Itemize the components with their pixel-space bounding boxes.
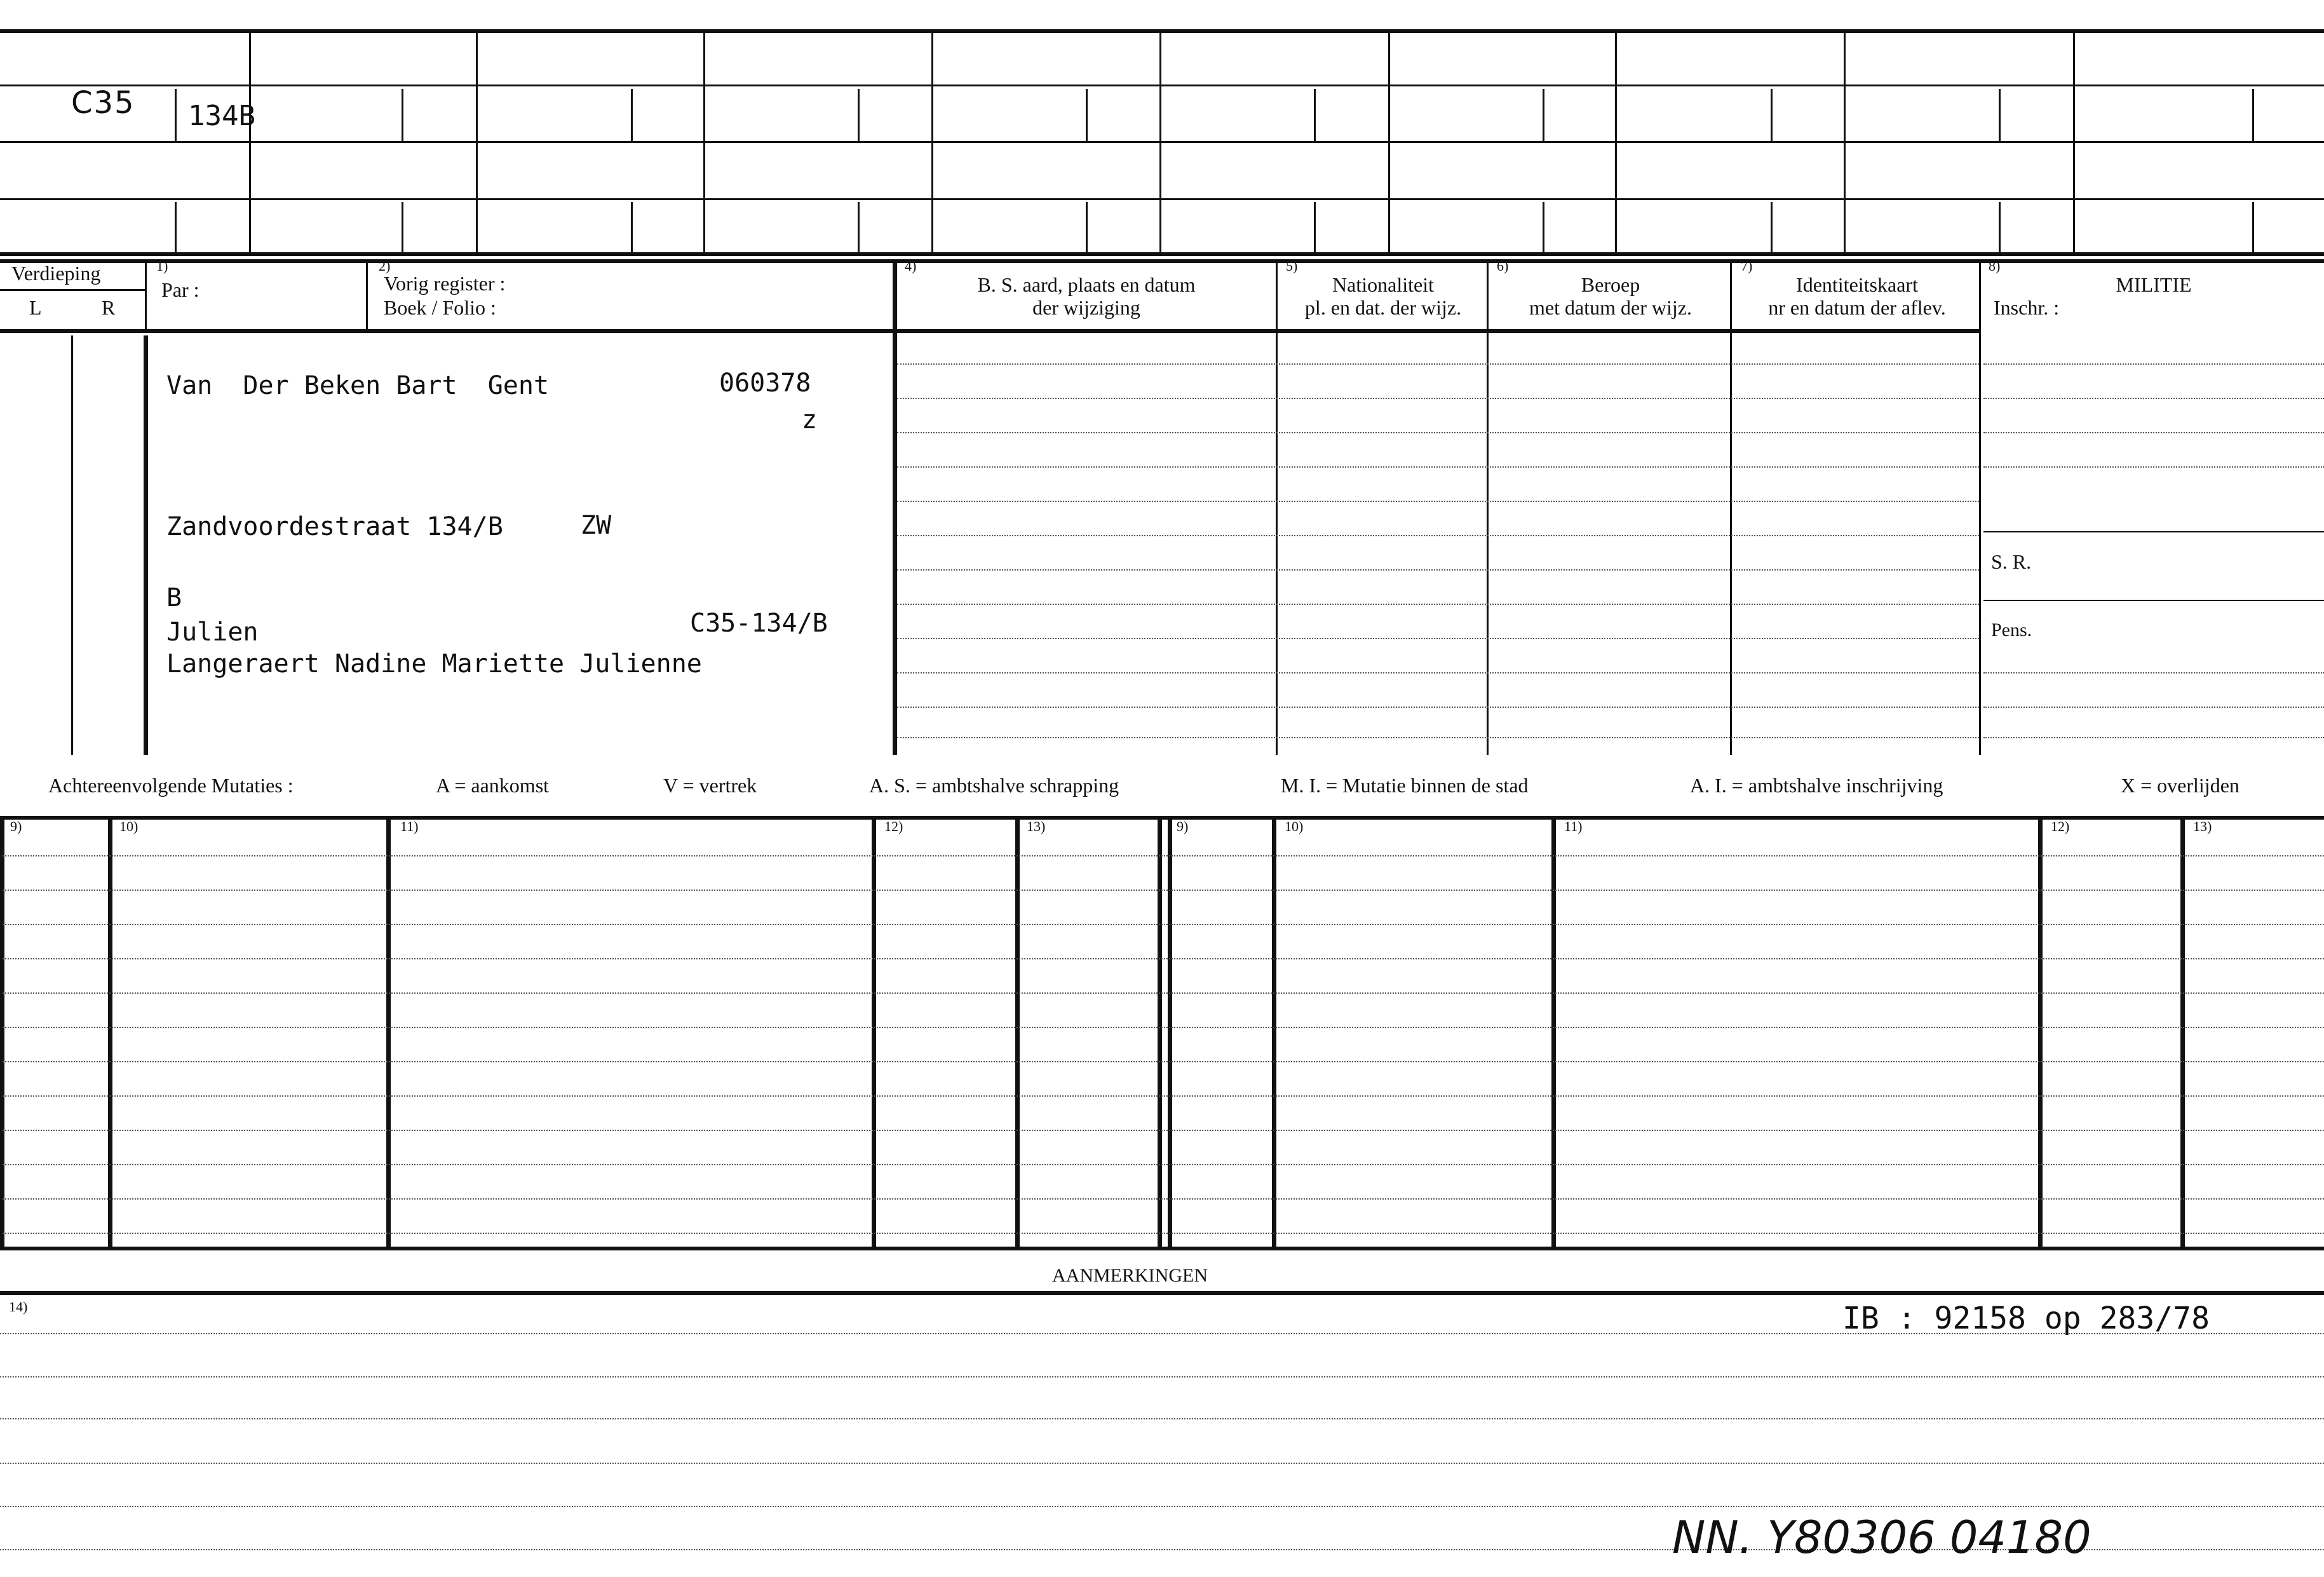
record-address-code: ZW — [581, 511, 612, 540]
header-boek-folio: Boek / Folio : — [384, 296, 496, 319]
record-ref-code: C35-134/B — [690, 609, 828, 638]
legend-a: A = aankomst — [436, 774, 550, 797]
mut-left-num-9: 9) — [10, 818, 22, 834]
record-spouse: Langeraert Nadine Mariette Julienne — [166, 649, 702, 679]
header-num-2: 2) — [379, 258, 391, 274]
mut-left-num-12: 12) — [884, 818, 903, 834]
legend-x: X = overlijden — [2121, 774, 2240, 797]
legend-title: Achtereenvolgende Mutaties : — [48, 774, 294, 797]
header-verdieping: Verdieping — [11, 262, 101, 285]
header-nat-line2: pl. en dat. der wijz. — [1304, 296, 1462, 319]
legend-v: V = vertrek — [663, 774, 757, 797]
header-bs-line2: der wijziging — [1032, 296, 1140, 319]
legend-ai: A. I. = ambtshalve inschrijving — [1690, 774, 1943, 797]
header-beroep-line1: Beroep — [1581, 273, 1640, 296]
record-name: Van Der Beken Bart Gent — [166, 371, 550, 400]
record-b-marker: B — [166, 583, 182, 613]
header-num-6: 6) — [1497, 258, 1509, 274]
mut-right-num-13: 13) — [2193, 818, 2212, 834]
remarks-title: AANMERKINGEN — [1052, 1265, 1208, 1286]
header-num-7: 7) — [1741, 258, 1753, 274]
header-id-line1: Identiteitskaart — [1796, 273, 1918, 296]
header-bs-line1: B. S. aard, plaats en datum — [977, 273, 1196, 296]
record-sex: z — [802, 405, 818, 435]
header-inschr: Inschr. : — [1994, 296, 2060, 319]
mut-left-num-11: 11) — [400, 818, 419, 834]
header-col-R: R — [102, 296, 116, 319]
remarks-num-14: 14) — [9, 1299, 28, 1315]
header-par: Par : — [161, 278, 199, 301]
typed-house-number: 134B — [188, 100, 255, 132]
record-address: Zandvoordestraat 134/B — [166, 512, 503, 541]
mut-right-num-11: 11) — [1564, 818, 1583, 834]
header-vorig-register: Vorig register : — [384, 272, 506, 295]
mut-left-num-10: 10) — [119, 818, 138, 834]
record-birth-date: 060378 — [719, 369, 811, 398]
militie-pens: Pens. — [1991, 619, 2032, 640]
mut-right-num-12: 12) — [2051, 818, 2070, 834]
header-militie: MILITIE — [2116, 273, 2192, 296]
header-num-8: 8) — [1989, 258, 2001, 274]
header-num-5: 5) — [1286, 258, 1298, 274]
mut-left-num-13: 13) — [1027, 818, 1046, 834]
legend-mi: M. I. = Mutatie binnen de stad — [1281, 774, 1529, 797]
legend-as: A. S. = ambtshalve schrapping — [869, 774, 1119, 797]
header-col-L: L — [29, 296, 42, 319]
header-beroep-line2: met datum der wijz. — [1529, 296, 1692, 319]
militie-sr: S. R. — [1991, 550, 2032, 573]
mut-right-num-10: 10) — [1285, 818, 1304, 834]
header-nat-line1: Nationaliteit — [1332, 273, 1434, 296]
handwritten-code: C35 — [71, 85, 135, 121]
header-num-1: 1) — [156, 258, 168, 274]
mut-right-num-9: 9) — [1177, 818, 1189, 834]
header-num-4: 4) — [905, 258, 917, 274]
record-first-name-2: Julien — [166, 618, 259, 647]
header-id-line2: nr en datum der aflev. — [1768, 296, 1946, 319]
remarks-ib-note: IB : 92158 op 283/78 — [1842, 1301, 2210, 1336]
remarks-nn-number: NN. Y80306 04180 — [1672, 1512, 2091, 1564]
